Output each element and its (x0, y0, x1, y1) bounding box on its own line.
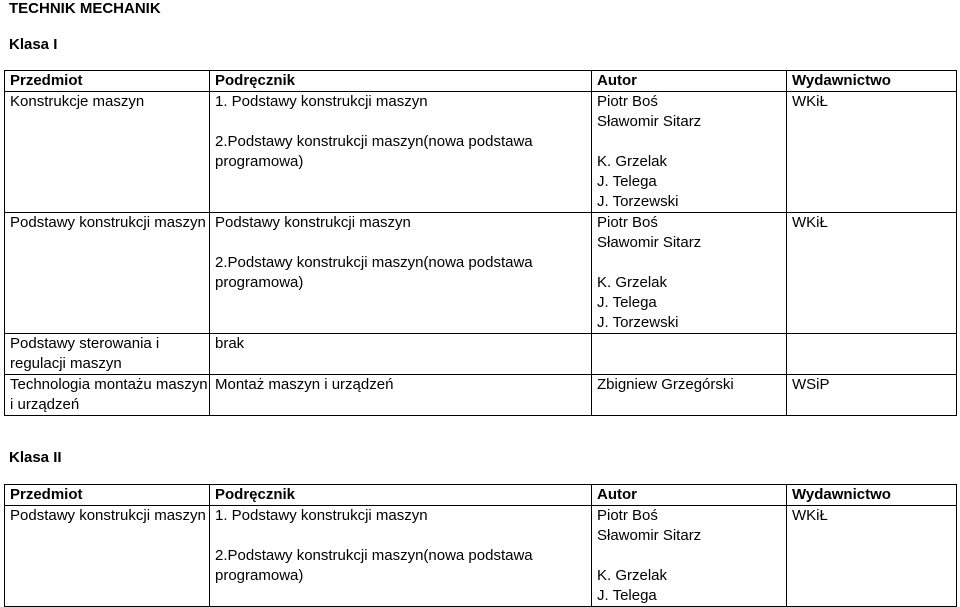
header-author: Autor (592, 71, 787, 92)
book-cell: brak (210, 334, 592, 375)
table-row (5, 334, 957, 375)
publisher-cell: WKiŁ (787, 92, 957, 213)
publisher-cell: WSiP (787, 375, 957, 416)
header-subject: Przedmiot (5, 71, 210, 92)
author-cell: Piotr Boś Sławomir Sitarz K. Grzelak J. Telega (592, 506, 787, 607)
book-cell: Montaż maszyn i urządzeń (210, 375, 592, 416)
table-row (5, 213, 957, 334)
table-header-row (5, 71, 957, 92)
book-cell: Podstawy konstrukcji maszyn 2.Podstawy konstrukcji maszyn(nowa podstawa programowa) (210, 213, 592, 334)
class-2-heading: Klasa II (9, 449, 62, 466)
subject-cell: Podstawy sterowania i regulacji maszyn (5, 334, 210, 375)
header-author: Autor (592, 485, 787, 506)
subject-cell: Podstawy konstrukcji maszyn (5, 213, 210, 334)
book-cell: 1. Podstawy konstrukcji maszyn 2.Podstawy konstrukcji maszyn(nowa podstawa programowa) (210, 92, 592, 213)
author-cell (592, 334, 787, 375)
header-book: Podręcznik (210, 71, 592, 92)
publisher-cell: WKiŁ (787, 506, 957, 607)
header-book: Podręcznik (210, 485, 592, 506)
subject-cell: Konstrukcje maszyn (5, 92, 210, 213)
class-1-heading: Klasa I (9, 36, 58, 53)
author-cell: Zbigniew Grzegórski (592, 375, 787, 416)
subject-cell: Technologia montażu maszyn i urządzeń (5, 375, 210, 416)
book-cell: 1. Podstawy konstrukcji maszyn 2.Podstawy konstrukcji maszyn(nowa podstawa programowa) (210, 506, 592, 607)
class-2-table (4, 484, 957, 607)
subject-cell: Podstawy konstrukcji maszyn (5, 506, 210, 607)
table-row (5, 92, 957, 213)
class-1-table (4, 70, 957, 416)
header-subject: Przedmiot (5, 485, 210, 506)
header-publisher: Wydawnictwo (787, 485, 957, 506)
document-title: TECHNIK MECHANIK (9, 0, 161, 17)
publisher-cell: WKiŁ (787, 213, 957, 334)
publisher-cell (787, 334, 957, 375)
table-header-row (5, 485, 957, 506)
table-row (5, 506, 957, 607)
header-publisher: Wydawnictwo (787, 71, 957, 92)
author-cell: Piotr Boś Sławomir Sitarz K. Grzelak J. Telega J. Torzewski (592, 213, 787, 334)
author-cell: Piotr Boś Sławomir Sitarz K. Grzelak J. Telega J. Torzewski (592, 92, 787, 213)
table-row (5, 375, 957, 416)
